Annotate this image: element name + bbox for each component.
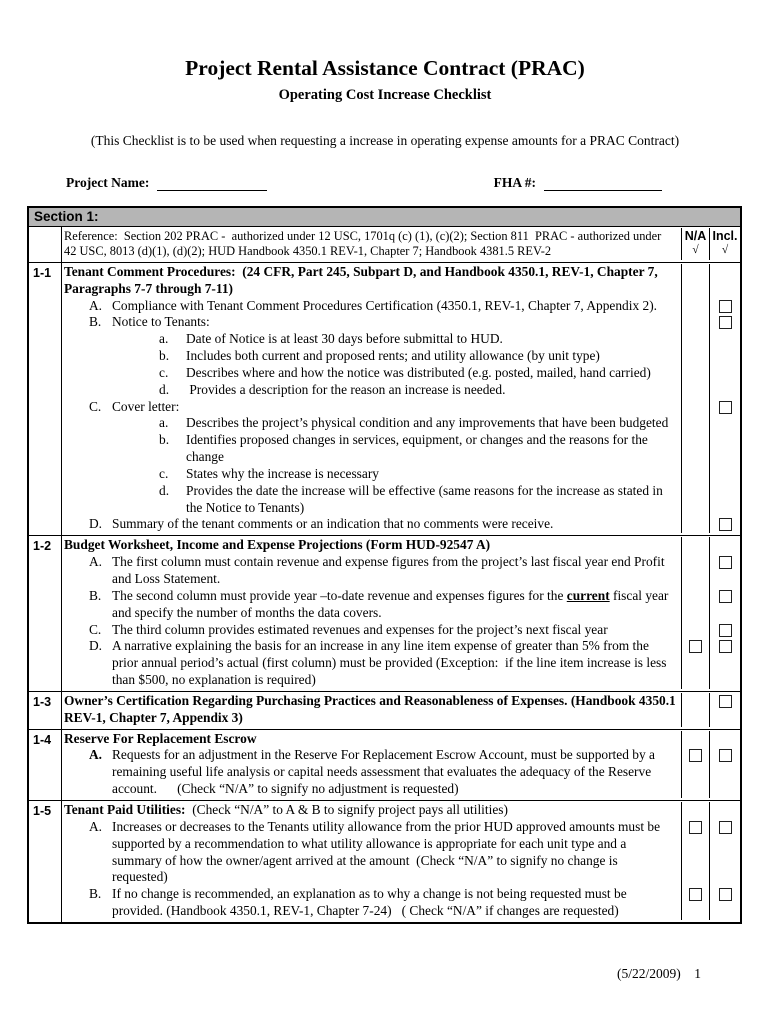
text-segment: Compliance with Tenant Comment Procedures Certification (4350.1, REV-1, Chapter 7, Appendix 2).: [112, 297, 658, 313]
checklist-line: [62, 298, 740, 315]
na-column-header: [681, 228, 709, 260]
incl-cell: [709, 819, 740, 886]
row-lines: [62, 692, 740, 729]
item-text: [112, 588, 676, 622]
project-name-label: Project Name:: [66, 175, 150, 190]
na-checkbox[interactable]: [689, 888, 702, 901]
item-label: d.: [159, 381, 170, 397]
project-name-field-group: [66, 175, 267, 191]
item-text: [186, 348, 676, 365]
incl-cell: [709, 331, 740, 348]
incl-cell: [709, 432, 740, 466]
na-checkbox[interactable]: [689, 821, 702, 834]
line-text: [62, 365, 681, 382]
incl-cell: [709, 693, 740, 727]
line-text: [62, 314, 681, 331]
item-label: a.: [159, 331, 169, 347]
incl-check-symbol: √: [721, 244, 729, 256]
text-segment: Describes where and how the notice was distributed (e.g. posted, mailed, hand carried): [186, 364, 651, 380]
text-segment: Includes both current and proposed rents; and utility allowance (by unit type): [186, 348, 600, 364]
na-cell: [681, 264, 709, 298]
checklist-row: [29, 262, 740, 536]
na-cell: [681, 588, 709, 622]
na-cell: [681, 731, 709, 748]
incl-cell: [709, 886, 740, 920]
na-cell: [681, 886, 709, 920]
item-label: b.: [159, 348, 170, 364]
line-text: [62, 731, 681, 748]
incl-checkbox[interactable]: [719, 821, 732, 834]
incl-cell: [709, 747, 740, 798]
incl-cell: [709, 348, 740, 365]
item-text: [112, 622, 676, 639]
na-cell: [681, 365, 709, 382]
text-segment: fiscal year and specify the number of months the data covers.: [112, 587, 672, 620]
item-label: A.: [89, 818, 103, 834]
text-segment: Describes the project’s physical condition and any improvements that have been budgeted: [186, 415, 669, 431]
checklist-line: [62, 483, 740, 517]
na-cell: [681, 466, 709, 483]
line-text: [62, 886, 681, 920]
checklist-line: [62, 886, 740, 920]
text-segment: Owner’s Certification Regarding Purchasing Practices and Reasonableness of Expenses. (Handbook 4350.1 REV-1, Chapter 7, Appendix 3): [64, 692, 680, 725]
table-rows: [29, 262, 740, 922]
line-text: [62, 622, 681, 639]
incl-checkbox[interactable]: [719, 624, 732, 637]
line-text: [62, 588, 681, 622]
na-header-label: N/A: [684, 229, 707, 243]
checklist-line: [62, 516, 740, 533]
text-segment: States why the increase is necessary: [186, 465, 379, 481]
checklist-line: [62, 432, 740, 466]
checklist-line: [62, 802, 740, 819]
item-label: C.: [89, 398, 102, 414]
item-text: [112, 819, 676, 886]
item-label: a.: [159, 415, 169, 431]
line-text: [62, 399, 681, 416]
row-lines: [62, 801, 740, 922]
incl-checkbox[interactable]: [719, 590, 732, 603]
incl-checkbox[interactable]: [719, 300, 732, 313]
row-lines: [62, 536, 740, 691]
checklist-line: [62, 819, 740, 886]
checklist-line: [62, 365, 740, 382]
checklist-line: [62, 731, 740, 748]
incl-cell: [709, 314, 740, 331]
item-label: D.: [89, 516, 103, 532]
incl-cell: [709, 638, 740, 689]
line-text: [62, 264, 681, 298]
text-segment: A narrative explaining the basis for an increase in any line item expense of greater than 5% from the prior annual period’s actual (first column) must be provided (Exception: if the line item increase is less than $500, no explanation is required): [112, 638, 670, 688]
page-footer: (5/22/2009) 1: [617, 966, 701, 981]
incl-cell: [709, 466, 740, 483]
incl-cell: [709, 588, 740, 622]
row-lines: [62, 263, 740, 536]
text-segment: Reserve For Replacement Escrow: [64, 730, 257, 746]
item-text: [186, 365, 676, 382]
text-segment: The second column must provide year –to-date revenue and expenses figures for the: [112, 587, 567, 603]
item-label: B.: [89, 587, 102, 603]
reference-text: Reference: Section 202 PRAC - authorized under 12 USC, 1701q (c) (1), (c)(2); Section 811 PRAC - authorized under 42 USC, 8013 (d)(1), (d)(2); HUD Handbook 4350.1 REV-1, Chapter 7; Handbook 4381.5 REV-2: [64, 229, 665, 259]
na-cell: [681, 693, 709, 727]
na-check-symbol: √: [692, 244, 699, 256]
item-text: [186, 331, 676, 348]
item-label: c.: [159, 364, 169, 380]
text-segment: Budget Worksheet, Income and Expense Projections (Form HUD-92547 A): [64, 537, 491, 553]
checklist-line: [62, 747, 740, 798]
incl-cell: [709, 554, 740, 588]
item-label: A.: [89, 297, 103, 313]
text-segment: Tenant Comment Procedures: (24 CFR, Part 245, Subpart D, and Handbook 4350.1, REV-1, Chapter 7, Paragraphs 7-7 through 7-11): [64, 263, 662, 296]
checklist-line: [62, 466, 740, 483]
line-text: [62, 638, 681, 689]
reference-line: [62, 228, 740, 260]
text-segment: Cover letter:: [112, 398, 180, 414]
line-text: [62, 382, 681, 399]
text-segment: Increases or decreases to the Tenants utility allowance from the prior HUD approved amounts must be supported by a recommendation to what utility allowance is appropriate for each unit type and a summary of how the owner/agent arrived at the amount (Check “N/A” to signify no change is requested): [112, 818, 664, 885]
line-text: [62, 537, 681, 554]
row-number: 1-3: [29, 692, 62, 729]
incl-checkbox[interactable]: [719, 749, 732, 762]
line-text: [62, 348, 681, 365]
checklist-line: [62, 264, 740, 298]
checklist-line: [62, 638, 740, 689]
checklist-line: [62, 554, 740, 588]
row-number: 1-5: [29, 801, 62, 922]
fha-field-group: [494, 175, 662, 191]
incl-column-header: [709, 228, 740, 260]
project-name-input[interactable]: [157, 177, 267, 191]
section-header: Section 1:: [29, 208, 740, 226]
checklist-row: [29, 729, 740, 800]
incl-checkbox[interactable]: [719, 401, 732, 414]
incl-cell: [709, 622, 740, 639]
na-cell: [681, 638, 709, 689]
page-subtitle: Operating Cost Increase Checklist: [278, 87, 492, 103]
na-cell: [681, 483, 709, 517]
row-number: 1-2: [29, 536, 62, 691]
line-text: [62, 331, 681, 348]
checklist-line: [62, 382, 740, 399]
text-segment: Notice to Tenants:: [112, 314, 210, 330]
line-text: [62, 298, 681, 315]
text-segment: Requests for an adjustment in the Reserve For Replacement Escrow Account, must be supported by a remaining useful life analysis or capital needs assessment that evaluates the adequacy of the Reserve account. (Check “N/A” to signify no adjustment is requested): [112, 747, 659, 797]
na-cell: [681, 399, 709, 416]
item-text: [112, 886, 676, 920]
item-label: A.: [89, 554, 103, 570]
checklist-line: [62, 622, 740, 639]
fha-input[interactable]: [544, 177, 662, 191]
item-label: d.: [159, 482, 170, 498]
incl-checkbox[interactable]: [719, 888, 732, 901]
incl-checkbox[interactable]: [719, 518, 732, 531]
line-text: [62, 819, 681, 886]
text-segment: Summary of the tenant comments or an indication that no comments were receive.: [112, 516, 554, 532]
checklist-line: [62, 331, 740, 348]
item-label: B.: [89, 886, 102, 902]
na-cell: [681, 331, 709, 348]
item-text: [186, 432, 676, 466]
item-label: C.: [89, 621, 102, 637]
item-text: [112, 399, 676, 416]
incl-header-label: Incl.: [712, 229, 738, 243]
incl-checkbox[interactable]: [719, 695, 732, 708]
checklist-row: [29, 691, 740, 729]
na-cell: [681, 382, 709, 399]
line-text: [62, 747, 681, 798]
incl-checkbox[interactable]: [719, 556, 732, 569]
na-checkbox[interactable]: [689, 640, 702, 653]
incl-cell: [709, 415, 740, 432]
incl-cell: [709, 483, 740, 517]
checklist-line: [62, 693, 740, 727]
item-label: c.: [159, 465, 169, 481]
text-segment: Tenant Paid Utilities:: [64, 801, 186, 817]
text-segment: Date of Notice is at least 30 days before submittal to HUD.: [186, 331, 503, 347]
na-cell: [681, 554, 709, 588]
na-cell: [681, 432, 709, 466]
item-text: [112, 638, 676, 689]
line-text: [62, 466, 681, 483]
line-text: [62, 554, 681, 588]
na-checkbox[interactable]: [689, 749, 702, 762]
text-segment: (Check “N/A” to A & B to signify project pays all utilities): [185, 801, 508, 817]
fha-label: FHA #:: [493, 175, 536, 190]
checklist-line: [62, 314, 740, 331]
fields-row: [0, 175, 770, 191]
incl-checkbox[interactable]: [719, 640, 732, 653]
line-text: [62, 483, 681, 517]
incl-cell: [709, 264, 740, 298]
incl-cell: [709, 382, 740, 399]
text-segment: Provides the date the increase will be effective (same reasons for the increase as stated in the Notice to Tenants): [186, 482, 667, 515]
incl-cell: [709, 516, 740, 533]
na-cell: [681, 516, 709, 533]
item-label: D.: [89, 638, 103, 654]
na-cell: [681, 415, 709, 432]
text-segment: Provides a description for the reason an increase is needed.: [186, 381, 506, 397]
checklist-row: [29, 800, 740, 922]
na-cell: [681, 802, 709, 819]
checklist-line: [62, 348, 740, 365]
line-text: [62, 802, 681, 819]
reference-row: [29, 226, 740, 262]
incl-cell: [709, 298, 740, 315]
na-cell: [681, 747, 709, 798]
na-cell: [681, 622, 709, 639]
checklist-line: [62, 399, 740, 416]
incl-checkbox[interactable]: [719, 316, 732, 329]
checklist-line: [62, 415, 740, 432]
item-text: [112, 314, 676, 331]
incl-cell: [709, 731, 740, 748]
line-text: [62, 693, 681, 727]
row-number: 1-1: [29, 263, 62, 536]
item-text: [186, 382, 676, 399]
line-text: [62, 415, 681, 432]
item-label: B.: [89, 314, 102, 330]
checklist-row: [29, 535, 740, 691]
line-text: [62, 516, 681, 533]
item-text: [186, 415, 676, 432]
item-label: b.: [159, 432, 170, 448]
text-segment: The third column provides estimated revenues and expenses for the project’s next fiscal year: [112, 621, 608, 637]
item-text: [112, 554, 676, 588]
row-lines: [62, 730, 740, 800]
item-text: [186, 483, 676, 517]
item-label: A.: [89, 747, 103, 763]
incl-cell: [709, 365, 740, 382]
row-number: [29, 227, 62, 262]
na-cell: [681, 537, 709, 554]
incl-cell: [709, 399, 740, 416]
na-cell: [681, 298, 709, 315]
text-segment: Identifies proposed changes in services, equipment, or changes and the reasons for the change: [186, 432, 652, 465]
na-cell: [681, 314, 709, 331]
item-text: [112, 298, 676, 315]
text-segment: The first column must contain revenue and expense figures from the project’s last fiscal year end Profit and Loss Statement.: [112, 554, 668, 586]
line-text: [62, 432, 681, 466]
item-text: [112, 516, 676, 533]
checklist-line: [62, 537, 740, 554]
text-segment: current: [566, 587, 610, 603]
checklist-table: [27, 206, 742, 924]
row-number: 1-4: [29, 730, 62, 800]
intro-text: (This Checklist is to be used when requesting a increase in operating expense amounts for a PRAC Contract): [90, 133, 680, 148]
page-title: Project Rental Assistance Contract (PRAC): [185, 56, 585, 80]
na-cell: [681, 819, 709, 886]
item-text: [112, 747, 676, 798]
incl-cell: [709, 802, 740, 819]
text-segment: If no change is recommended, an explanation as to why a change is not being requested must be provided. (Handbook 4350.1, REV-1, Chapter 7-24) ( Check “N/A” if changes are requested): [112, 886, 630, 919]
na-cell: [681, 348, 709, 365]
checklist-line: [62, 588, 740, 622]
incl-cell: [709, 537, 740, 554]
item-text: [186, 466, 676, 483]
